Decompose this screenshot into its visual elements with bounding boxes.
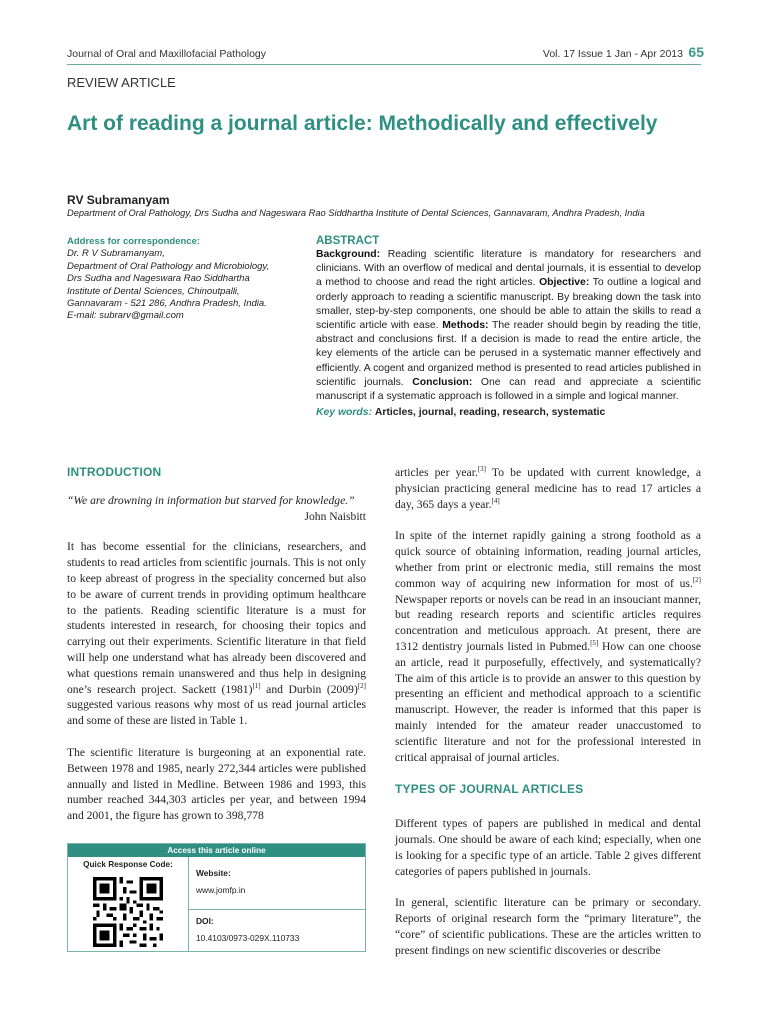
header-divider [67,64,701,65]
citation-link[interactable]: [2] [357,681,366,690]
correspondence-block [67,236,307,323]
page-number: 65 [688,44,704,60]
correspondence-line: Drs Sudha and Nageswara Rao Siddhartha [67,273,250,285]
abstract-text [316,248,701,404]
correspondence-line: Department of Oral Pathology and Microbiology, [67,260,270,272]
correspondence-line: Institute of Dental Sciences, Chinoutpalli, [67,285,240,297]
section-heading-types: TYPES OF JOURNAL ARTICLES [395,782,584,797]
conclusion-text: One can read and appreciate a scientific manuscript if a systematic approach is followed in a simple and logical manner. [316,376,701,403]
correspondence-heading: Address for correspondence: [67,236,201,247]
qr-label: Quick Response Code: [83,860,173,869]
website-info [196,868,245,895]
keywords [316,405,701,420]
background-text: Reading scientific literature is mandatory for researchers and clinicians. With an overflow of medical and dental journals, it is essential to develop a method to choose and read the right articles. [316,249,702,289]
paragraph: articles per year.[3] To be updated with current knowledge, a physician practicing general medicine has to read 17 articles a day, 365 days a year.[4] [395,465,701,511]
doi-info [196,916,299,943]
website-link[interactable]: www.jomfp.in [196,885,246,895]
citation-link[interactable]: [1] [252,681,261,690]
epigraph-quote: “We are drowning in information but starved for knowledge.” [67,493,355,507]
author-affiliation: Department of Oral Pathology, Drs Sudha and Nageswara Rao Siddhartha Institute of Dental Sciences, Gannavaram, Andhra Pradesh, India [67,208,645,218]
qr-code-icon[interactable] [93,877,163,947]
website-label: Website: [196,868,231,878]
epigraph-author: John Naisbitt [304,509,366,523]
body-column-right [395,465,701,959]
paragraph: In spite of the internet rapidly gaining a strong foothold as a quick source of obtaining information, reading journal articles, whether from print or electronic media, still remains the most common way of acquiring new information for most of us.[2] Newspaper reports or novels can be read in an insouciant manner, but reading research reports and scientific articles requires concentration and meticulous approach. At present, there are 1312 dentistry journals listed in Pubmed.[5] How can one choose an article, read it purposefully, effectively, and systematically? The aim of this article is to provide an answer to this question by presenting an efficient and methodical approach to a scientific manuscript. However, the reader is informed that this paper is mainly intended for the amateur reader unaccustomed to scientific literature and not for the professional interested in critical appraisal of journal articles. [395,529,701,764]
volume-info: Vol. 17 Issue 1 Jan - Apr 2013 [542,48,683,60]
paragraph: In general, scientific literature can be primary or secondary. Reports of original research form the “primary literature”, the “core” of scientific publications. These are the articles written to present findings on new scientific discoveries or describe [395,896,701,957]
citation-link[interactable]: [2] [692,575,701,584]
objective-label: Objective: [539,277,590,289]
citation-link[interactable]: [3] [477,465,486,474]
correspondence-line: Gannavaram - 521 286, Andhra Pradesh, India. [67,298,267,310]
article-title: Art of reading a journal article: Methodically and effectively [67,112,658,135]
correspondence-email[interactable]: E-mail: subrarv@gmail.com [67,310,184,322]
article-type: REVIEW ARTICLE [67,75,176,90]
access-box-divider [189,909,365,910]
background-label: Background: [316,249,381,260]
abstract-heading: ABSTRACT [316,235,380,247]
citation-link[interactable]: [4] [491,496,500,505]
conclusion-label: Conclusion: [412,376,473,388]
body-column-left [67,465,366,824]
running-header [67,44,704,64]
objective-text: To outline a logical and orderly approach to reading a scientific manuscript. By breaking down the task into smaller, step-by-step components, one should be able to attain the skills to read a scientific article with ease. [316,277,701,332]
citation-link[interactable]: [5] [590,639,599,648]
keywords-label: Key words: [316,407,373,419]
author-name: RV Subramanyam [67,193,170,207]
methods-label: Methods: [442,320,489,332]
methods-text: The reader should begin by reading the title, abstract and conclusions first. If a decision is made to read the entire article, the key elements of the article can be perused in a systematic manner effectively and efficiently. A cogent and organized method is presented to read articles published in scientific journals. [316,320,701,388]
doi-label: DOI: [196,916,214,926]
keywords-value: Articles, journal, reading, research, systematic [374,407,606,419]
qr-panel [68,857,189,952]
correspondence-line: Dr. R V Subramanyam, [67,248,165,260]
paragraph: Different types of papers are published in medical and dental journals. One should be aware of each kind; especially, when one is looking for a specific type of an article. Table 2 gives different categories of papers published in journals. [395,817,701,878]
section-heading-introduction: INTRODUCTION [67,465,162,479]
abstract-block [316,234,701,420]
paragraph: It has become essential for the clinicians, researchers, and students to read articles from scientific journals. This is not only to keep abreast of progress in the speciality concerned but also to be aware of current trends in providing optimum healthcare to the patients. Reading scientific literature is a must for students interested in research, for choosing their topics and carrying out their experiments. Scientific literature in that field will help one understand what has already been discovered and what questions remain unanswered and thus help in designing one’s research project. Sackett (1981)[1] and Durbin (2009)[2] suggested various reasons why most of us read journal articles and some of these are listed in Table 1. [67,540,366,728]
doi-link[interactable]: 10.4103/0973-029X.110733 [196,933,300,943]
journal-name: Journal of Oral and Maxillofacial Pathology [67,48,267,60]
paragraph: The scientific literature is burgeoning at an exponential rate. Between 1978 and 1985, nearly 272,344 articles were published annually and listed in Medline. Between 1986 and 1993, this number reached 344,303 articles per year, and between 1994 and 2001, the figure has grown to 398,778 [67,745,366,823]
access-online-box [67,843,366,952]
access-box-title: Access this article online [68,844,365,857]
